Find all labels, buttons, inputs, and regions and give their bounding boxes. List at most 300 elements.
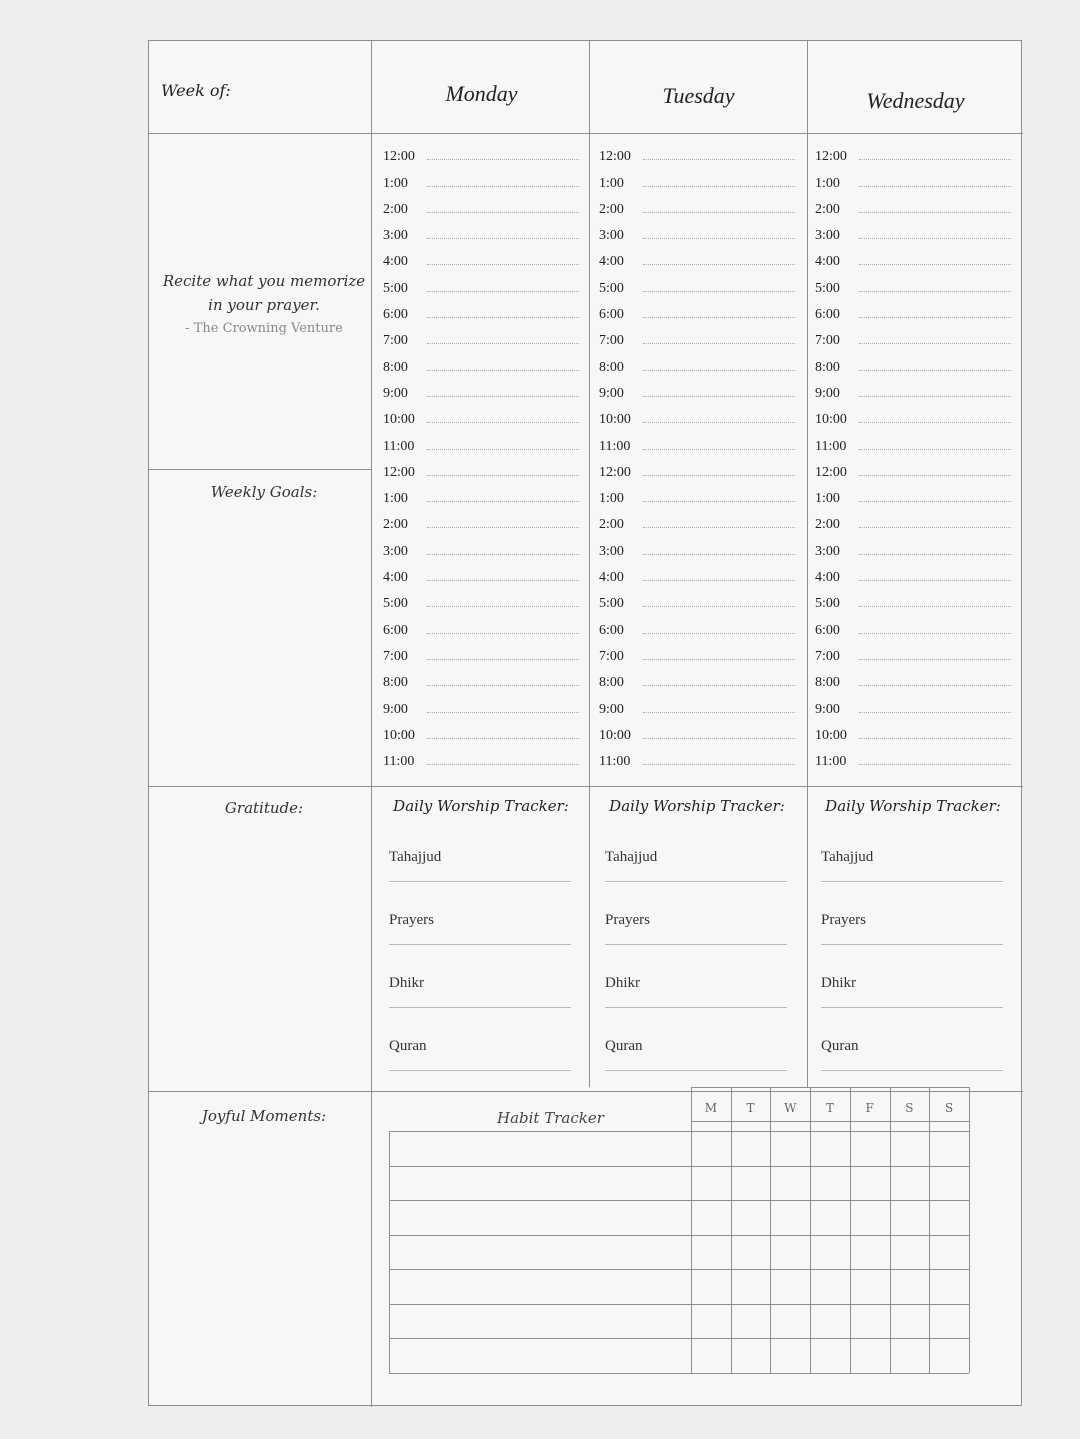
time-slot[interactable] bbox=[599, 533, 795, 559]
time-label: 1:00 bbox=[815, 491, 840, 507]
time-label: 4:00 bbox=[383, 254, 408, 270]
time-label: 11:00 bbox=[599, 438, 631, 454]
worship-item-label: Tahajjud bbox=[389, 849, 442, 865]
time-slot[interactable] bbox=[815, 639, 1011, 665]
monday-divider bbox=[589, 41, 590, 1087]
time-slot-line bbox=[643, 712, 795, 713]
time-label: 5:00 bbox=[383, 596, 408, 612]
day-title-wednesday: Wednesday bbox=[866, 88, 965, 113]
time-slot-line bbox=[859, 291, 1011, 292]
time-slot[interactable] bbox=[599, 428, 795, 454]
habit-row-line bbox=[389, 1269, 969, 1270]
worship-item-label: Dhikr bbox=[389, 975, 424, 991]
time-slot-line bbox=[643, 343, 795, 344]
worship-tracker-title: Daily Worship Tracker: bbox=[825, 797, 1001, 815]
time-slot[interactable] bbox=[599, 244, 795, 270]
worship-tracker-item[interactable] bbox=[813, 1028, 1013, 1091]
time-slot[interactable] bbox=[815, 718, 1011, 744]
time-label: 2:00 bbox=[383, 517, 408, 533]
time-slot-line bbox=[859, 238, 1011, 239]
time-slot[interactable] bbox=[383, 297, 579, 323]
time-label: 1:00 bbox=[383, 175, 408, 191]
time-slot-line bbox=[859, 764, 1011, 765]
time-label: 8:00 bbox=[383, 359, 408, 375]
time-slot-line bbox=[859, 475, 1011, 476]
time-slot-line bbox=[427, 212, 579, 213]
habit-row-line bbox=[389, 1235, 969, 1236]
time-slot[interactable] bbox=[815, 402, 1011, 428]
worship-item-line bbox=[605, 881, 787, 882]
time-slot-line bbox=[859, 580, 1011, 581]
time-slot-line bbox=[427, 554, 579, 555]
time-slot-line bbox=[643, 501, 795, 502]
time-slot[interactable] bbox=[599, 560, 795, 586]
time-label: 4:00 bbox=[599, 570, 624, 586]
schedule-monday bbox=[383, 139, 579, 770]
time-slot[interactable] bbox=[383, 560, 579, 586]
time-slot[interactable] bbox=[815, 428, 1011, 454]
time-slot-line bbox=[427, 396, 579, 397]
habit-row-line bbox=[389, 1373, 969, 1374]
time-slot-line bbox=[427, 685, 579, 686]
time-slot[interactable] bbox=[815, 507, 1011, 533]
time-slot-line bbox=[859, 659, 1011, 660]
time-slot-line bbox=[643, 685, 795, 686]
week-of-label: Week of: bbox=[161, 81, 231, 100]
habit-row-line bbox=[389, 1131, 390, 1373]
time-label: 11:00 bbox=[383, 438, 415, 454]
time-slot-line bbox=[427, 370, 579, 371]
time-label: 2:00 bbox=[383, 201, 408, 217]
worship-item-label: Dhikr bbox=[605, 975, 640, 991]
worship-tracker-item[interactable] bbox=[381, 902, 581, 965]
time-slot[interactable] bbox=[815, 192, 1011, 218]
time-slot-line bbox=[859, 212, 1011, 213]
time-label: 7:00 bbox=[599, 333, 624, 349]
time-label: 10:00 bbox=[599, 412, 631, 428]
habit-tracker-title: Habit Tracker bbox=[497, 1109, 604, 1127]
time-slot-line bbox=[859, 317, 1011, 318]
time-slot-line bbox=[643, 606, 795, 607]
time-slot[interactable] bbox=[383, 376, 579, 402]
time-slot[interactable] bbox=[599, 586, 795, 612]
time-label: 9:00 bbox=[383, 385, 408, 401]
time-slot-line bbox=[859, 554, 1011, 555]
time-label: 4:00 bbox=[815, 254, 840, 270]
time-label: 6:00 bbox=[599, 307, 624, 323]
time-label: 8:00 bbox=[815, 675, 840, 691]
time-slot-line bbox=[643, 370, 795, 371]
time-slot[interactable] bbox=[383, 612, 579, 638]
time-slot[interactable] bbox=[815, 691, 1011, 717]
day-title-tuesday: Tuesday bbox=[662, 83, 735, 108]
time-label: 10:00 bbox=[815, 412, 847, 428]
time-slot[interactable] bbox=[815, 744, 1011, 770]
time-slot[interactable] bbox=[599, 691, 795, 717]
worship-item-label: Prayers bbox=[605, 912, 650, 928]
time-slot[interactable] bbox=[383, 665, 579, 691]
time-slot-line bbox=[859, 527, 1011, 528]
time-slot[interactable] bbox=[599, 218, 795, 244]
day-title-monday: Monday bbox=[445, 81, 518, 106]
time-slot[interactable] bbox=[599, 323, 795, 349]
time-slot[interactable] bbox=[383, 533, 579, 559]
worship-item-label: Tahajjud bbox=[605, 849, 658, 865]
worship-tracker-wednesday bbox=[813, 797, 1013, 1091]
time-slot[interactable] bbox=[599, 376, 795, 402]
time-label: 7:00 bbox=[815, 648, 840, 664]
time-slot[interactable] bbox=[383, 428, 579, 454]
time-slot[interactable] bbox=[599, 165, 795, 191]
habit-column-line bbox=[929, 1087, 930, 1373]
worship-tracker-item[interactable] bbox=[381, 839, 581, 902]
time-slot[interactable] bbox=[383, 323, 579, 349]
habit-row-line bbox=[389, 1166, 969, 1167]
habit-column-line bbox=[890, 1087, 891, 1373]
time-label: 3:00 bbox=[815, 543, 840, 559]
time-slot-line bbox=[643, 238, 795, 239]
time-slot[interactable] bbox=[599, 270, 795, 296]
habit-day-header: M bbox=[704, 1101, 717, 1115]
worship-tracker-tuesday bbox=[597, 797, 797, 1091]
time-label: 2:00 bbox=[599, 517, 624, 533]
worship-item-line bbox=[389, 944, 571, 945]
time-slot[interactable] bbox=[383, 507, 579, 533]
time-label: 8:00 bbox=[815, 359, 840, 375]
time-label: 8:00 bbox=[599, 675, 624, 691]
weekly-goals-label: Weekly Goals: bbox=[210, 483, 318, 501]
worship-tracker-item[interactable] bbox=[813, 902, 1013, 965]
habit-day-header: F bbox=[865, 1101, 874, 1115]
worship-item-line bbox=[821, 881, 1003, 882]
time-slot-line bbox=[643, 159, 795, 160]
habit-column-line bbox=[691, 1087, 692, 1373]
time-slot-line bbox=[643, 212, 795, 213]
worship-item-line bbox=[389, 1070, 571, 1071]
time-slot-line bbox=[427, 291, 579, 292]
time-slot[interactable] bbox=[383, 349, 579, 375]
time-label: 2:00 bbox=[815, 517, 840, 533]
worship-tracker-item[interactable] bbox=[597, 902, 797, 965]
time-slot[interactable] bbox=[599, 402, 795, 428]
worship-tracker-item[interactable] bbox=[813, 965, 1013, 1028]
time-slot[interactable] bbox=[815, 165, 1011, 191]
time-slot-line bbox=[643, 659, 795, 660]
time-label: 6:00 bbox=[383, 622, 408, 638]
worship-tracker-monday bbox=[381, 797, 581, 1091]
time-slot[interactable] bbox=[599, 192, 795, 218]
time-slot-line bbox=[859, 422, 1011, 423]
time-label: 10:00 bbox=[383, 727, 415, 743]
time-slot[interactable] bbox=[599, 481, 795, 507]
worship-item-label: Prayers bbox=[821, 912, 866, 928]
habit-day-header: S bbox=[905, 1101, 914, 1115]
time-slot[interactable] bbox=[383, 270, 579, 296]
time-label: 5:00 bbox=[815, 596, 840, 612]
time-slot[interactable] bbox=[383, 481, 579, 507]
time-label: 11:00 bbox=[815, 438, 847, 454]
time-slot-line bbox=[643, 764, 795, 765]
time-slot-line bbox=[427, 186, 579, 187]
time-label: 3:00 bbox=[383, 543, 408, 559]
time-slot[interactable] bbox=[383, 192, 579, 218]
time-label: 3:00 bbox=[599, 228, 624, 244]
time-slot-line bbox=[427, 606, 579, 607]
time-slot[interactable] bbox=[815, 323, 1011, 349]
time-slot[interactable] bbox=[599, 639, 795, 665]
time-slot[interactable] bbox=[815, 560, 1011, 586]
habit-day-header: T bbox=[746, 1101, 755, 1115]
time-slot-line bbox=[643, 738, 795, 739]
time-slot-line bbox=[643, 633, 795, 634]
worship-tracker-item[interactable] bbox=[381, 1028, 581, 1091]
time-slot-line bbox=[859, 712, 1011, 713]
time-slot-line bbox=[643, 422, 795, 423]
joyful-moments-label: Joyful Moments: bbox=[201, 1107, 327, 1125]
time-slot-line bbox=[643, 186, 795, 187]
time-slot-line bbox=[859, 738, 1011, 739]
time-label: 9:00 bbox=[383, 701, 408, 717]
time-label: 12:00 bbox=[383, 464, 415, 480]
time-slot[interactable] bbox=[815, 376, 1011, 402]
worship-tracker-item[interactable] bbox=[597, 839, 797, 902]
worship-item-line bbox=[605, 944, 787, 945]
habit-column-line bbox=[731, 1087, 732, 1373]
worship-item-label: Quran bbox=[605, 1038, 643, 1054]
time-slot[interactable] bbox=[599, 297, 795, 323]
time-slot[interactable] bbox=[383, 586, 579, 612]
time-label: 11:00 bbox=[599, 754, 631, 770]
time-slot-line bbox=[427, 449, 579, 450]
time-label: 12:00 bbox=[599, 464, 631, 480]
time-label: 2:00 bbox=[815, 201, 840, 217]
time-slot-line bbox=[859, 501, 1011, 502]
worship-item-line bbox=[389, 1007, 571, 1008]
time-slot[interactable] bbox=[815, 455, 1011, 481]
time-slot[interactable] bbox=[599, 612, 795, 638]
worship-item-line bbox=[389, 881, 571, 882]
time-slot[interactable] bbox=[383, 218, 579, 244]
time-slot[interactable] bbox=[815, 139, 1011, 165]
time-slot[interactable] bbox=[815, 533, 1011, 559]
time-label: 6:00 bbox=[599, 622, 624, 638]
time-label: 3:00 bbox=[599, 543, 624, 559]
time-slot-line bbox=[859, 370, 1011, 371]
time-slot-line bbox=[859, 159, 1011, 160]
time-slot-line bbox=[427, 422, 579, 423]
time-label: 9:00 bbox=[599, 701, 624, 717]
time-label: 6:00 bbox=[815, 622, 840, 638]
time-slot-line bbox=[859, 264, 1011, 265]
time-slot[interactable] bbox=[815, 481, 1011, 507]
time-slot-line bbox=[859, 685, 1011, 686]
worship-tracker-title: Daily Worship Tracker: bbox=[609, 797, 785, 815]
time-slot[interactable] bbox=[383, 718, 579, 744]
time-label: 4:00 bbox=[815, 570, 840, 586]
time-slot-line bbox=[427, 343, 579, 344]
time-slot[interactable] bbox=[815, 270, 1011, 296]
habit-column-line bbox=[770, 1087, 771, 1373]
time-slot-line bbox=[643, 475, 795, 476]
time-slot-line bbox=[643, 554, 795, 555]
habit-day-header: S bbox=[945, 1101, 954, 1115]
time-label: 5:00 bbox=[383, 280, 408, 296]
worship-tracker-item[interactable] bbox=[381, 965, 581, 1028]
habit-tracker-grid bbox=[389, 1087, 969, 1373]
time-label: 9:00 bbox=[815, 385, 840, 401]
time-label: 6:00 bbox=[815, 307, 840, 323]
habit-day-header: W bbox=[784, 1101, 797, 1115]
time-label: 1:00 bbox=[599, 491, 624, 507]
time-slot[interactable] bbox=[383, 139, 579, 165]
habit-row-line bbox=[389, 1131, 969, 1132]
time-label: 11:00 bbox=[815, 754, 847, 770]
time-slot[interactable] bbox=[815, 586, 1011, 612]
quote-attribution: - The Crowning Venture bbox=[185, 321, 343, 336]
quote-line-1: Recite what you memorize bbox=[162, 272, 366, 290]
time-label: 4:00 bbox=[599, 254, 624, 270]
time-slot[interactable] bbox=[599, 349, 795, 375]
time-slot-line bbox=[859, 396, 1011, 397]
time-slot-line bbox=[427, 633, 579, 634]
time-slot[interactable] bbox=[383, 165, 579, 191]
time-slot-line bbox=[859, 633, 1011, 634]
worship-item-label: Dhikr bbox=[821, 975, 856, 991]
time-slot[interactable] bbox=[383, 402, 579, 428]
time-slot-line bbox=[427, 238, 579, 239]
worship-item-label: Quran bbox=[821, 1038, 859, 1054]
time-slot-line bbox=[859, 449, 1011, 450]
habit-row-line bbox=[389, 1304, 969, 1305]
time-slot[interactable] bbox=[383, 455, 579, 481]
time-label: 5:00 bbox=[599, 596, 624, 612]
time-slot-line bbox=[427, 527, 579, 528]
worship-item-line bbox=[605, 1070, 787, 1071]
habit-row-line bbox=[389, 1200, 969, 1201]
time-slot-line bbox=[427, 475, 579, 476]
time-slot[interactable] bbox=[599, 718, 795, 744]
time-slot[interactable] bbox=[383, 744, 579, 770]
time-slot-line bbox=[427, 317, 579, 318]
goals-divider bbox=[149, 469, 371, 470]
time-slot[interactable] bbox=[383, 639, 579, 665]
time-slot-line bbox=[643, 449, 795, 450]
time-slot-line bbox=[427, 501, 579, 502]
time-label: 12:00 bbox=[815, 464, 847, 480]
time-label: 4:00 bbox=[383, 570, 408, 586]
time-label: 8:00 bbox=[383, 675, 408, 691]
time-label: 3:00 bbox=[383, 228, 408, 244]
time-slot[interactable] bbox=[815, 665, 1011, 691]
worship-item-line bbox=[821, 1007, 1003, 1008]
worship-tracker-item[interactable] bbox=[813, 839, 1013, 902]
time-label: 1:00 bbox=[383, 491, 408, 507]
time-label: 7:00 bbox=[383, 333, 408, 349]
habit-row-line bbox=[691, 1087, 969, 1088]
worship-item-label: Quran bbox=[389, 1038, 427, 1054]
time-slot-line bbox=[859, 343, 1011, 344]
time-slot-line bbox=[643, 527, 795, 528]
time-label: 9:00 bbox=[815, 701, 840, 717]
quote-line-2: in your prayer. bbox=[208, 296, 320, 314]
worship-item-line bbox=[821, 944, 1003, 945]
time-label: 3:00 bbox=[815, 228, 840, 244]
worship-item-line bbox=[605, 1007, 787, 1008]
time-label: 12:00 bbox=[815, 149, 847, 165]
time-slot[interactable] bbox=[383, 244, 579, 270]
header-divider bbox=[149, 133, 1023, 134]
worship-tracker-item[interactable] bbox=[597, 1028, 797, 1091]
time-slot-line bbox=[643, 291, 795, 292]
time-label: 2:00 bbox=[599, 201, 624, 217]
time-label: 6:00 bbox=[383, 307, 408, 323]
time-slot[interactable] bbox=[383, 691, 579, 717]
time-slot[interactable] bbox=[599, 455, 795, 481]
time-label: 7:00 bbox=[815, 333, 840, 349]
quote-block bbox=[159, 269, 369, 341]
time-label: 9:00 bbox=[599, 385, 624, 401]
time-label: 7:00 bbox=[383, 648, 408, 664]
habit-column-line bbox=[969, 1087, 970, 1373]
time-slot-line bbox=[643, 317, 795, 318]
time-slot[interactable] bbox=[599, 744, 795, 770]
time-label: 5:00 bbox=[815, 280, 840, 296]
schedule-divider bbox=[149, 786, 1023, 787]
weekly-planner-page bbox=[148, 40, 1022, 1406]
gratitude-label: Gratitude: bbox=[224, 799, 304, 817]
habit-row-line bbox=[389, 1338, 969, 1339]
time-slot-line bbox=[427, 159, 579, 160]
sidebar-divider bbox=[371, 41, 372, 1407]
time-label: 12:00 bbox=[383, 149, 415, 165]
worship-tracker-item[interactable] bbox=[597, 965, 797, 1028]
time-label: 1:00 bbox=[599, 175, 624, 191]
time-slot[interactable] bbox=[815, 349, 1011, 375]
time-slot-line bbox=[427, 580, 579, 581]
time-slot-line bbox=[427, 764, 579, 765]
time-label: 10:00 bbox=[815, 727, 847, 743]
schedule-tuesday bbox=[599, 139, 795, 770]
time-slot-line bbox=[427, 738, 579, 739]
time-slot-line bbox=[427, 659, 579, 660]
time-label: 10:00 bbox=[383, 412, 415, 428]
schedule-wednesday bbox=[815, 139, 1011, 770]
time-label: 8:00 bbox=[599, 359, 624, 375]
worship-item-label: Prayers bbox=[389, 912, 434, 928]
time-slot[interactable] bbox=[815, 612, 1011, 638]
time-slot-line bbox=[643, 396, 795, 397]
time-slot[interactable] bbox=[599, 507, 795, 533]
habit-day-header: T bbox=[825, 1101, 834, 1115]
time-slot-line bbox=[859, 606, 1011, 607]
worship-item-line bbox=[821, 1070, 1003, 1071]
time-slot[interactable] bbox=[815, 297, 1011, 323]
time-label: 12:00 bbox=[599, 149, 631, 165]
time-slot[interactable] bbox=[599, 665, 795, 691]
time-slot-line bbox=[643, 264, 795, 265]
time-label: 11:00 bbox=[383, 754, 415, 770]
time-slot-line bbox=[427, 264, 579, 265]
time-label: 1:00 bbox=[815, 175, 840, 191]
habit-column-line bbox=[810, 1087, 811, 1373]
time-slot[interactable] bbox=[815, 218, 1011, 244]
time-slot[interactable] bbox=[599, 139, 795, 165]
time-slot[interactable] bbox=[815, 244, 1011, 270]
time-label: 5:00 bbox=[599, 280, 624, 296]
time-slot-line bbox=[643, 580, 795, 581]
time-label: 10:00 bbox=[599, 727, 631, 743]
time-slot-line bbox=[427, 712, 579, 713]
